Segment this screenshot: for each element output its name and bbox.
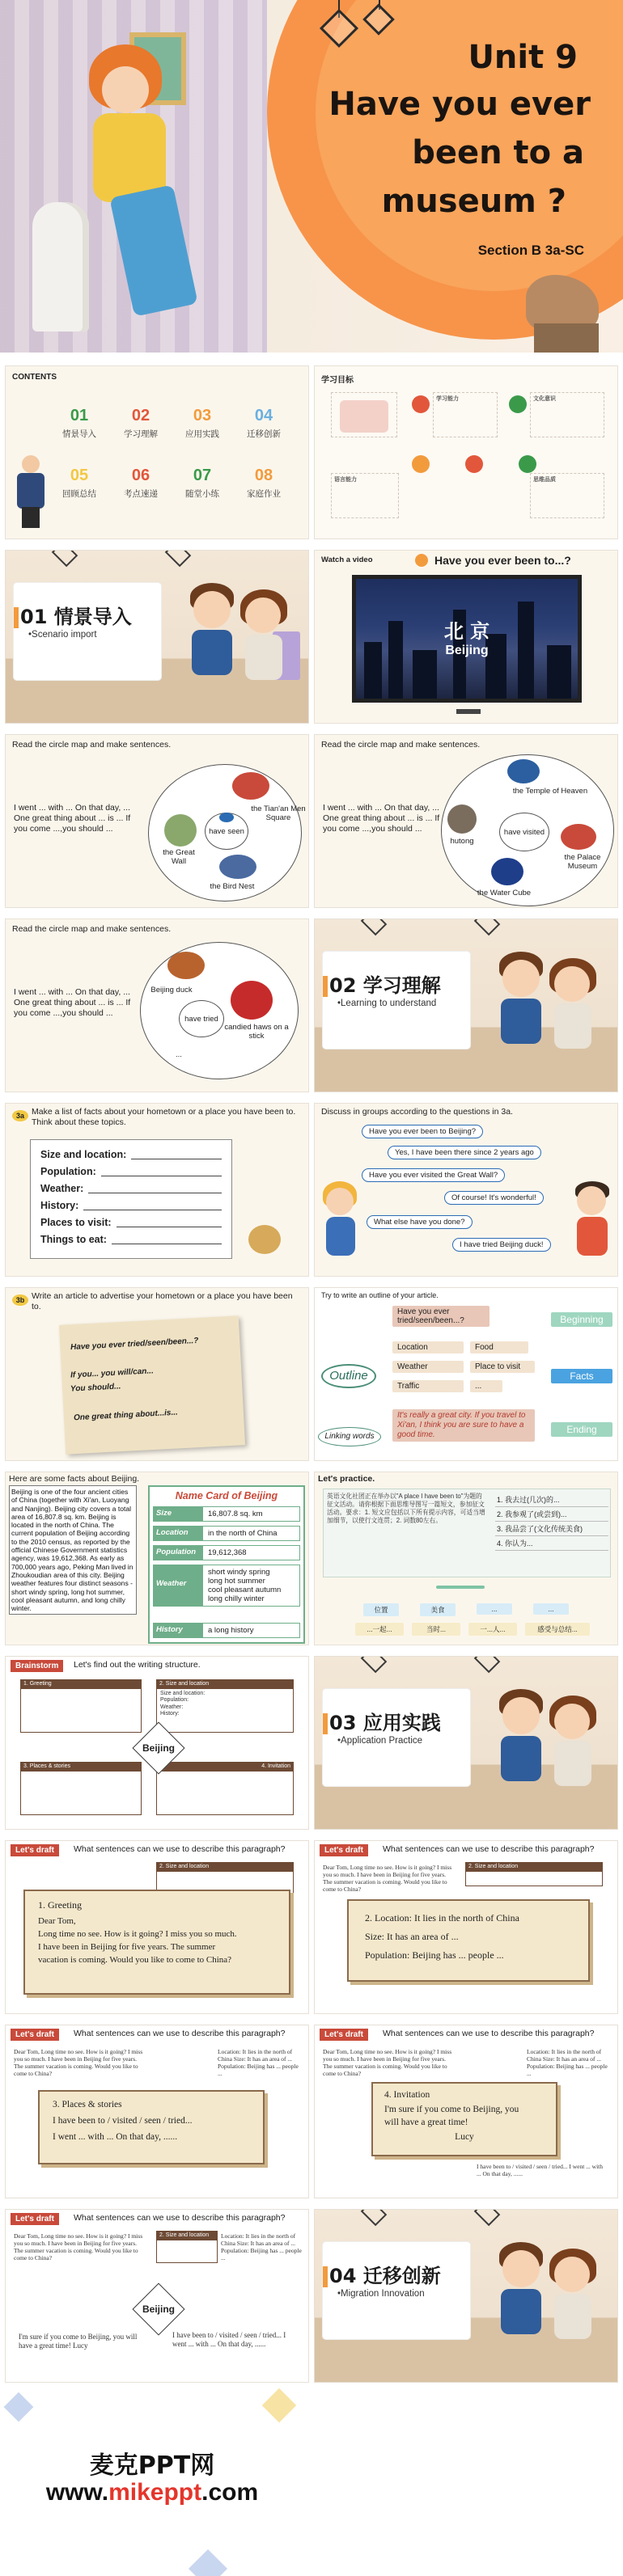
video-slide xyxy=(314,550,618,724)
structure-box: 4. Invitation xyxy=(156,1762,294,1815)
location-line: 2. Location: It lies in the north of China xyxy=(365,1912,519,1924)
contents-num: 05 xyxy=(70,467,89,484)
greeting-line: Dear Tom, xyxy=(38,1916,76,1926)
circle-map-head: Read the circle map and make sentences. xyxy=(12,740,172,750)
section-subtitle: •Application Practice xyxy=(337,1736,423,1746)
greeting-title: 1. Greeting xyxy=(38,1899,82,1911)
draft-head: What sentences can we use to describe this paragraph? xyxy=(74,2029,286,2038)
outline-head: Try to write an outline of your article. xyxy=(321,1291,439,1299)
boy-character xyxy=(572,1181,612,1270)
location-line: Size: It has an area of ... xyxy=(365,1931,459,1942)
step-badge: 3b xyxy=(12,1294,28,1306)
speech-bubble: I have tried Beijing duck! xyxy=(452,1238,551,1252)
practice-slide xyxy=(314,1472,618,1645)
draft-slide xyxy=(314,2025,618,2198)
draft-slide xyxy=(5,1840,309,2014)
letter-excerpt: Location: It lies in the north of China Size: It has an area of ... Population: Beijing has ... people ... xyxy=(527,2048,608,2077)
letter-excerpt: Dear Tom, Long time no see. How is it going? I miss you so much. I have been in Beijing for five years. The summer vacation is coming. Would you like to come to China? xyxy=(14,2048,143,2077)
invitation-parchment xyxy=(371,2082,557,2156)
statue-icon xyxy=(32,202,89,332)
circle-map-sentence: I went ... with ... On that day, ... One great thing about ... is ... If you come ...,you should ... xyxy=(14,803,131,834)
circle-map-center: have seen xyxy=(205,813,248,850)
decor-square xyxy=(4,2392,34,2422)
eye-icon xyxy=(219,813,234,822)
video-bullet-icon xyxy=(415,554,428,567)
section-accent xyxy=(14,607,19,628)
step-instruction: Write an article to advertise your hometown or a place you have been to. xyxy=(32,1291,293,1311)
circle-map-label: the Tian'an Men Square xyxy=(251,804,306,822)
structure-box: 1. Greeting xyxy=(20,1679,142,1733)
draft-tag: Let's draft xyxy=(320,1844,368,1856)
invitation-line: 4. Invitation xyxy=(384,2090,430,2100)
section-subtitle: •Scenario import xyxy=(28,630,97,640)
contents-label: 应用实践 xyxy=(185,429,219,439)
footer-brand-cn: 麦克PPT网 xyxy=(89,2451,215,2480)
note-line: One great thing about...is... xyxy=(73,1408,179,1423)
circle-map-label: the Bird Nest xyxy=(210,882,255,891)
teacher-icon xyxy=(14,455,46,528)
cover-subtitle: Section B 3a-SC xyxy=(477,243,584,258)
contents-label: 学习理解 xyxy=(124,429,158,439)
boy-character xyxy=(493,1689,549,1810)
circle-map-label: the Temple of Heaven xyxy=(512,787,588,796)
places-line: 3. Places & stories xyxy=(53,2100,122,2109)
card-row: History a long history xyxy=(153,1623,300,1638)
mindmap-leaf: 当时... xyxy=(412,1623,460,1636)
section1-slide xyxy=(5,550,309,724)
contents-label: 随堂小练 xyxy=(185,489,219,499)
note-line: Have you ever tried/seen/been...? xyxy=(70,1336,199,1353)
video-question: Have you ever been to...? xyxy=(434,554,571,567)
great-wall-icon xyxy=(164,814,197,847)
contents-title: CONTENTS xyxy=(12,373,57,382)
card-row: Size 16,807.8 sq. km xyxy=(153,1506,300,1522)
practice-list-item: 4. 你认为... xyxy=(495,1536,608,1551)
linking-words: Linking words xyxy=(318,1427,381,1446)
section-accent xyxy=(323,2266,328,2287)
step3b-slide xyxy=(5,1287,309,1461)
section-title: 02 学习理解 xyxy=(329,974,441,997)
tv-stand xyxy=(456,709,481,714)
circle-map-head: Read the circle map and make sentences. xyxy=(321,740,481,750)
contents-item[interactable] xyxy=(119,407,163,440)
contents-item[interactable] xyxy=(242,467,286,500)
goal-box: 思维品质 xyxy=(530,473,604,518)
facts-slide xyxy=(5,1472,309,1645)
contents-item[interactable] xyxy=(180,407,224,440)
section-subtitle: •Migration Innovation xyxy=(337,2289,425,2299)
section-accent xyxy=(323,976,328,997)
mindmap-node: ... xyxy=(477,1603,512,1615)
outline-fact: Place to visit xyxy=(470,1361,535,1373)
brainstorm-slide xyxy=(5,1656,309,1830)
step-badge: 3a xyxy=(12,1110,28,1121)
facts-row[interactable]: Things to eat: xyxy=(40,1231,222,1248)
boy-character xyxy=(493,2242,549,2363)
structure-box: 2. Size and location xyxy=(156,2231,218,2263)
brainstorm-head: Let's find out the writing structure. xyxy=(74,1660,201,1670)
section-title: 03 应用实践 xyxy=(329,1712,441,1734)
footer-url[interactable]: www.mikeppt.com xyxy=(45,2479,259,2506)
greeting-line: Long time no see. How is it going? I miss you so much. xyxy=(38,1929,237,1939)
goal-icon xyxy=(412,395,430,413)
cover-title-line2: Have you ever xyxy=(328,86,591,123)
practice-list-item: 3. 我品尝了(文化传统美食) xyxy=(495,1522,608,1536)
facts-row[interactable]: Places to visit: xyxy=(40,1214,222,1231)
section-title: 01 情景导入 xyxy=(20,606,132,628)
contents-num: 04 xyxy=(254,407,273,424)
cover-title-line4: museum ? xyxy=(381,183,566,220)
temple-of-heaven-icon xyxy=(507,759,540,783)
mindmap-leaf: ...一起... xyxy=(355,1623,404,1636)
letter-excerpt: Dear Tom, Long time no see. How is it going? I miss you so much. I have been in Beijing for five years. The summer vacation is coming. Would you like to come to China? xyxy=(14,2232,143,2261)
circle-map-center: have tried xyxy=(179,1000,224,1037)
draft-slide xyxy=(5,2025,309,2198)
cover-title-line3: been to a xyxy=(412,134,584,171)
hutong-icon xyxy=(447,804,477,834)
section2-slide xyxy=(314,918,618,1092)
draft-tag: Let's draft xyxy=(320,2029,368,2041)
contents-item[interactable] xyxy=(119,467,163,500)
facts-row[interactable]: Weather: xyxy=(40,1180,222,1197)
circle-map-label: hutong xyxy=(450,837,474,846)
circle-map-slide xyxy=(5,918,309,1092)
circle-map-label: candied haws on a stick xyxy=(224,1023,289,1041)
contents-item[interactable] xyxy=(180,467,224,500)
mindmap-leaf: 感受与总结... xyxy=(525,1623,590,1636)
circle-map-sentence: I went ... with ... On that day, ... One great thing about ... is ... If you come ...,you should ... xyxy=(323,803,440,834)
draft-tag: Let's draft xyxy=(11,2029,59,2041)
greeting-parchment xyxy=(23,1890,290,1995)
food-icon xyxy=(248,1225,281,1254)
boy-character xyxy=(184,583,240,704)
card-row: Location in the north of China xyxy=(153,1526,300,1541)
beginning-tag: Beginning xyxy=(551,1312,612,1327)
card-row: Population 19,612,368 xyxy=(153,1545,300,1560)
greeting-line: I have been in Beijing for five years. The summer xyxy=(38,1942,216,1952)
outline-fact: Weather xyxy=(392,1361,464,1373)
facts-row[interactable]: Population: xyxy=(40,1163,222,1180)
girl-character xyxy=(546,1696,600,1817)
letter-excerpt: Dear Tom, Long time no see. How is it going? I miss you so much. I have been in Beijing for five years. The summer vacation is coming. Would you like to come to China? xyxy=(323,2048,452,2077)
card-title: Name Card of Beijing xyxy=(175,1490,278,1501)
goal-icon xyxy=(509,395,527,413)
contents-num: 03 xyxy=(193,407,212,424)
facts-list xyxy=(30,1139,232,1259)
video-head: Watch a video xyxy=(321,555,373,564)
structure-box: 2. Size and location xyxy=(465,1862,603,1886)
location-line: Population: Beijing has ... people ... xyxy=(365,1949,504,1961)
mindmap-root xyxy=(436,1586,485,1589)
contents-label: 家庭作业 xyxy=(247,489,281,499)
letter-excerpt: Location: It lies in the north of China Size: It has an area of ... Population: Beijing has ... people ... xyxy=(221,2232,302,2261)
center-label: Beijing xyxy=(142,2304,175,2315)
step-instruction: Make a list of facts about your hometown or a place you have been to. Think about these topics. xyxy=(32,1107,296,1127)
contents-item[interactable] xyxy=(57,467,101,500)
draft-tag: Let's draft xyxy=(11,2213,59,2225)
speech-bubble: Yes, I have been there since 2 years ago xyxy=(388,1146,541,1159)
contents-item[interactable] xyxy=(57,407,101,440)
circle-map-slide xyxy=(5,734,309,908)
girl-character xyxy=(546,2249,600,2370)
name-card xyxy=(148,1485,305,1644)
letter-excerpt: I have been to / visited / seen / tried... I went ... with ... On that day, ...... xyxy=(477,2163,604,2177)
contents-label: 迁移创新 xyxy=(247,429,281,439)
circle-map-label: ... xyxy=(176,1050,182,1059)
center-label: Beijing xyxy=(142,1742,175,1754)
goal-icon xyxy=(465,455,483,473)
practice-task xyxy=(323,1489,611,1577)
goal-box: 语言能力 xyxy=(331,473,399,518)
outline-beginning-text: Have you ever tried/seen/been...? xyxy=(392,1306,490,1327)
facts-row[interactable]: History: xyxy=(40,1197,222,1214)
note-line: You should... xyxy=(70,1382,121,1394)
goals-title: 学习目标 xyxy=(321,376,354,385)
draft-head: What sentences can we use to describe this paragraph? xyxy=(383,1844,595,1854)
girl-character xyxy=(237,589,290,711)
places-line: I went ... with ... On that day, ...... xyxy=(53,2132,178,2142)
palace-museum-icon xyxy=(561,824,596,850)
structure-box: 2. Size and location Size and location: Population: Weather: History: xyxy=(156,1679,294,1733)
practice-list-item: 2. 我参观了(或尝到)... xyxy=(495,1507,608,1522)
goal-box: 学习能力 xyxy=(433,392,498,437)
speech-bubble: Of course! It's wonderful! xyxy=(444,1191,544,1205)
girl-character xyxy=(321,1181,360,1270)
outline-fact: Food xyxy=(470,1341,528,1353)
speech-bubble: Have you ever visited the Great Wall? xyxy=(362,1168,505,1182)
beijing-duck-icon xyxy=(167,952,205,979)
discuss-head: Discuss in groups according to the questions in 3a. xyxy=(321,1107,513,1117)
contents-slide xyxy=(5,365,309,539)
outline-fact: Location xyxy=(392,1341,464,1353)
facts-tag: Facts xyxy=(551,1369,612,1383)
goal-illustration xyxy=(331,392,397,437)
goal-box: 文化意识 xyxy=(530,392,604,437)
mindmap-leaf: 一...人... xyxy=(468,1623,517,1636)
contents-num: 02 xyxy=(131,407,150,424)
decor-square xyxy=(262,2388,296,2422)
girl-character xyxy=(546,958,600,1079)
ending-tag: Ending xyxy=(551,1422,612,1437)
boy-character xyxy=(493,952,549,1073)
practice-list-item: 1. 我去过(几次)的... xyxy=(495,1493,608,1507)
practice-instructions: 英语文化社团正在举办以"A place I have been to"为题的征文活动。请你根据下面思维导图写一篇短文，参加征文活动。要求：1. 短文应包括以下所有提示内容，可适当增加细节，以使行文连贯；2. 词数80左右。 xyxy=(327,1493,485,1524)
video-player[interactable] xyxy=(352,575,582,703)
draft-head: What sentences can we use to describe this paragraph? xyxy=(383,2029,595,2038)
section4-slide xyxy=(314,2209,618,2383)
bird-nest-icon xyxy=(219,855,256,879)
goal-icon xyxy=(412,455,430,473)
draft-tag: Let's draft xyxy=(11,1844,59,1856)
section-accent xyxy=(323,1713,328,1734)
letter-excerpt: I'm sure if you come to Beijing, you will have a great time! Lucy xyxy=(19,2333,138,2350)
outline-slide xyxy=(314,1287,618,1461)
contents-label: 回顾总结 xyxy=(62,489,96,499)
letter-excerpt: I have been to / visited / seen / tried... I went ... with ... On that day, ...... xyxy=(172,2331,286,2348)
discuss-slide xyxy=(314,1103,618,1277)
circle-map-center: have visited xyxy=(499,813,549,851)
practice-list xyxy=(495,1493,608,1551)
video-caption-cn: 北 京 xyxy=(443,620,490,643)
circle-map-label: the Palace Museum xyxy=(564,853,601,871)
circle-map-slide xyxy=(314,734,618,908)
contents-num: 08 xyxy=(254,467,273,484)
section-title: 04 迁移创新 xyxy=(329,2265,441,2287)
outline-fact: ... xyxy=(470,1380,502,1392)
draft-slide xyxy=(5,2209,309,2383)
note-line: If you... you will/can... xyxy=(70,1366,155,1380)
mindmap-node: 位置 xyxy=(363,1603,399,1616)
invitation-signature: Lucy xyxy=(455,2132,474,2142)
brainstorm-tag: Brainstorm xyxy=(11,1660,63,1672)
places-line: I have been to / visited / seen / tried... xyxy=(53,2116,193,2126)
cover-title-line1: Unit 9 xyxy=(468,39,578,76)
decor-square xyxy=(189,2549,227,2576)
tiananmen-icon xyxy=(232,772,269,800)
contents-num: 07 xyxy=(193,467,212,484)
water-cube-icon xyxy=(491,858,523,885)
video-caption-en: Beijing xyxy=(445,644,489,657)
letter-excerpt: Dear Tom, Long time no see. How is it going? I miss you so much. I have been in Beijing for five years. The summer vacation is coming. Would you like to come to China? xyxy=(323,1864,452,1893)
pedestal xyxy=(534,323,599,353)
section-subtitle: •Learning to understand xyxy=(337,999,437,1008)
goals-slide xyxy=(314,365,618,539)
outline-ending-text: It's really a great city. If you travel to Xi'an, I think you are sure to have a good time. xyxy=(392,1409,535,1442)
contents-num: 06 xyxy=(131,467,150,484)
speech-bubble: Have you ever been to Beijing? xyxy=(362,1125,483,1138)
speech-bubble: What else have you done? xyxy=(367,1215,473,1229)
invitation-line: will have a great time! xyxy=(384,2118,468,2127)
draft-head: What sentences can we use to describe this paragraph? xyxy=(74,1844,286,1854)
places-parchment xyxy=(38,2090,265,2164)
contents-label: 考点速递 xyxy=(124,489,158,499)
letter-excerpt: Location: It lies in the north of China Size: It has an area of ... Population: Beijing has ... people ... xyxy=(218,2048,299,2077)
structure-box: 2. Size and location xyxy=(156,1862,294,1902)
facts-paragraph: Beijing is one of the four ancient cities of China (together with Xi'an, Luoyang and Nanjing). Beijing city covers a total area of 16,807.8 sq. km. Beijing is located in the north of China. The current population of Beijing according to the 2010 census, as reported by the official Chinese Government statistics agency, was 19,612,368. As early as 700,000 years ago, Peking Man lived in Zhoukoudian area of this city. Beijing weather features four distinct seasons - short windy spring, long hot summer, cool pleasant autumn, and long chilly winter. xyxy=(9,1485,137,1615)
mindmap-node: ... xyxy=(533,1603,569,1615)
practice-head: Let's practice. xyxy=(318,1474,375,1484)
outline-label: Outline xyxy=(321,1364,376,1388)
contents-num: 01 xyxy=(70,407,89,424)
greeting-line: vacation is coming. Would you like to come to China? xyxy=(38,1955,232,1965)
circle-map-sentence: I went ... with ... On that day, ... One great thing about ... is ... If you come ...,you should ... xyxy=(14,987,131,1018)
section3-slide xyxy=(314,1656,618,1830)
goal-icon xyxy=(519,455,536,473)
mindmap-node: 美食 xyxy=(420,1603,456,1616)
step3a-slide xyxy=(5,1103,309,1277)
circle-map-label: the Water Cube xyxy=(477,889,532,897)
card-row: Weather short windy spring long hot summer cool pleasant autumn long chilly winter xyxy=(153,1565,300,1607)
draft-slide xyxy=(314,1840,618,2014)
draft-head: What sentences can we use to describe this paragraph? xyxy=(74,2213,286,2223)
girl-face xyxy=(102,66,149,113)
candied-haws-icon xyxy=(231,981,273,1020)
facts-row[interactable]: Size and location: xyxy=(40,1147,222,1163)
circle-map-label: the Great Wall xyxy=(163,848,195,866)
contents-item[interactable] xyxy=(242,407,286,440)
invitation-line: I'm sure if you come to Beijing, you xyxy=(384,2105,519,2114)
facts-head: Here are some facts about Beijing. xyxy=(9,1474,140,1484)
contents-label: 情景导入 xyxy=(62,429,96,439)
location-parchment xyxy=(347,1899,590,1982)
cover-slide xyxy=(0,0,623,353)
circle-map-head: Read the circle map and make sentences. xyxy=(12,924,172,934)
structure-box: 3. Places & stories xyxy=(20,1762,142,1815)
outline-fact: Traffic xyxy=(392,1380,464,1392)
circle-map-label: Beijing duck xyxy=(150,986,193,995)
